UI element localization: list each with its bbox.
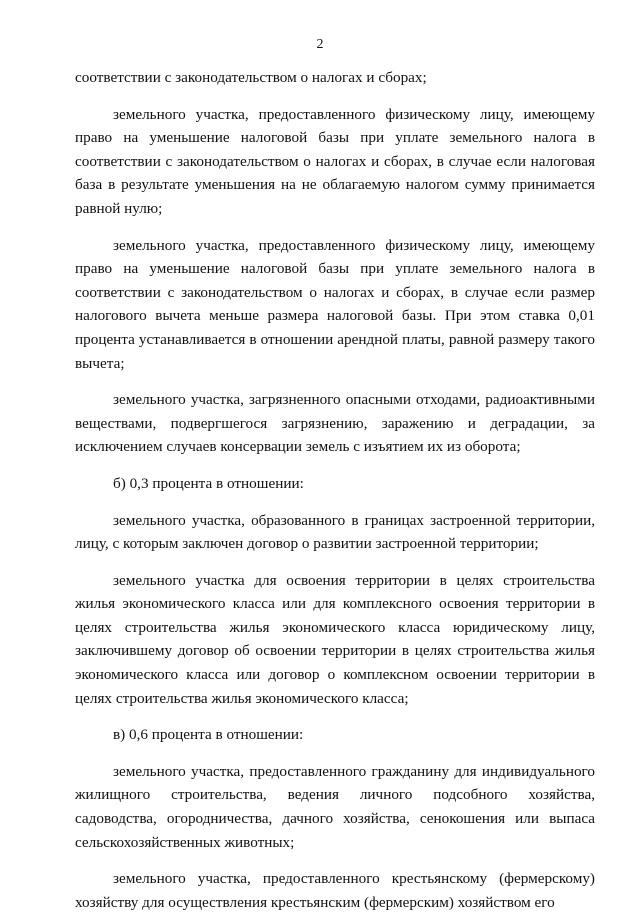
paragraph-6: земельного участка, образованного в границах застроенной территории, лицу, с которым заключен договор о развитии застроенной территории; — [75, 511, 595, 553]
paragraph-4: земельного участка, загрязненного опасными отходами, радиоактивными веществами, подвергшегося загрязнению, заражению и деградации, за исключением случаев консервации земель с изъятием их из оборота; — [75, 391, 595, 456]
paragraph-9: земельного участка, предоставленного гражданину для индивидуального жилищного строительства, ведения личного подсобного хозяйства, садоводства, огородничества, дачного хозяйства, сенокошения или выпаса сельскохозяйственных животных; — [75, 762, 595, 851]
paragraph-10: земельного участка, предоставленного крестьянскому (фермерскому) хозяйству для осуществления крестьянским (фермерским) хозяйством его — [75, 870, 595, 911]
page-number: 2 — [316, 37, 324, 52]
paragraph-5: б) 0,3 процента в отношении: — [113, 474, 304, 492]
document-body — [75, 66, 595, 914]
paragraph-2: земельного участка, предоставленного физическому лицу, имеющему право на уменьшение налоговой базы при уплате земельного налога в соответствии с законодательством о налогах и сборах, в случае если налоговая база в результате уменьшения на не облагаемую налогом сумму принимается равной нулю; — [75, 105, 595, 217]
paragraph-8: в) 0,6 процента в отношении: — [113, 726, 304, 744]
paragraph-1: соответствии с законодательством о налогах и сборах; — [75, 69, 427, 86]
paragraph-3: земельного участка, предоставленного физическому лицу, имеющему право на уменьшение налоговой базы при уплате земельного налога в соответствии с законодательством о налогах и сборах, в случае если размер налогового вычета меньше размера налоговой базы. При этом ставка 0,01 процента устанавливается в отношении арендной платы, равной размеру такого вычета; — [75, 236, 595, 372]
paragraph-7: земельного участка для освоения территории в целях строительства жилья экономического класса или для комплексного освоения территории в целях строительства жилья экономического класса юридическому лицу, заключившему договор об освоении территории в целях строительства жилья экономического класса или договор о комплексном освоении территории в целях строительства жилья экономического класса; — [75, 571, 595, 707]
